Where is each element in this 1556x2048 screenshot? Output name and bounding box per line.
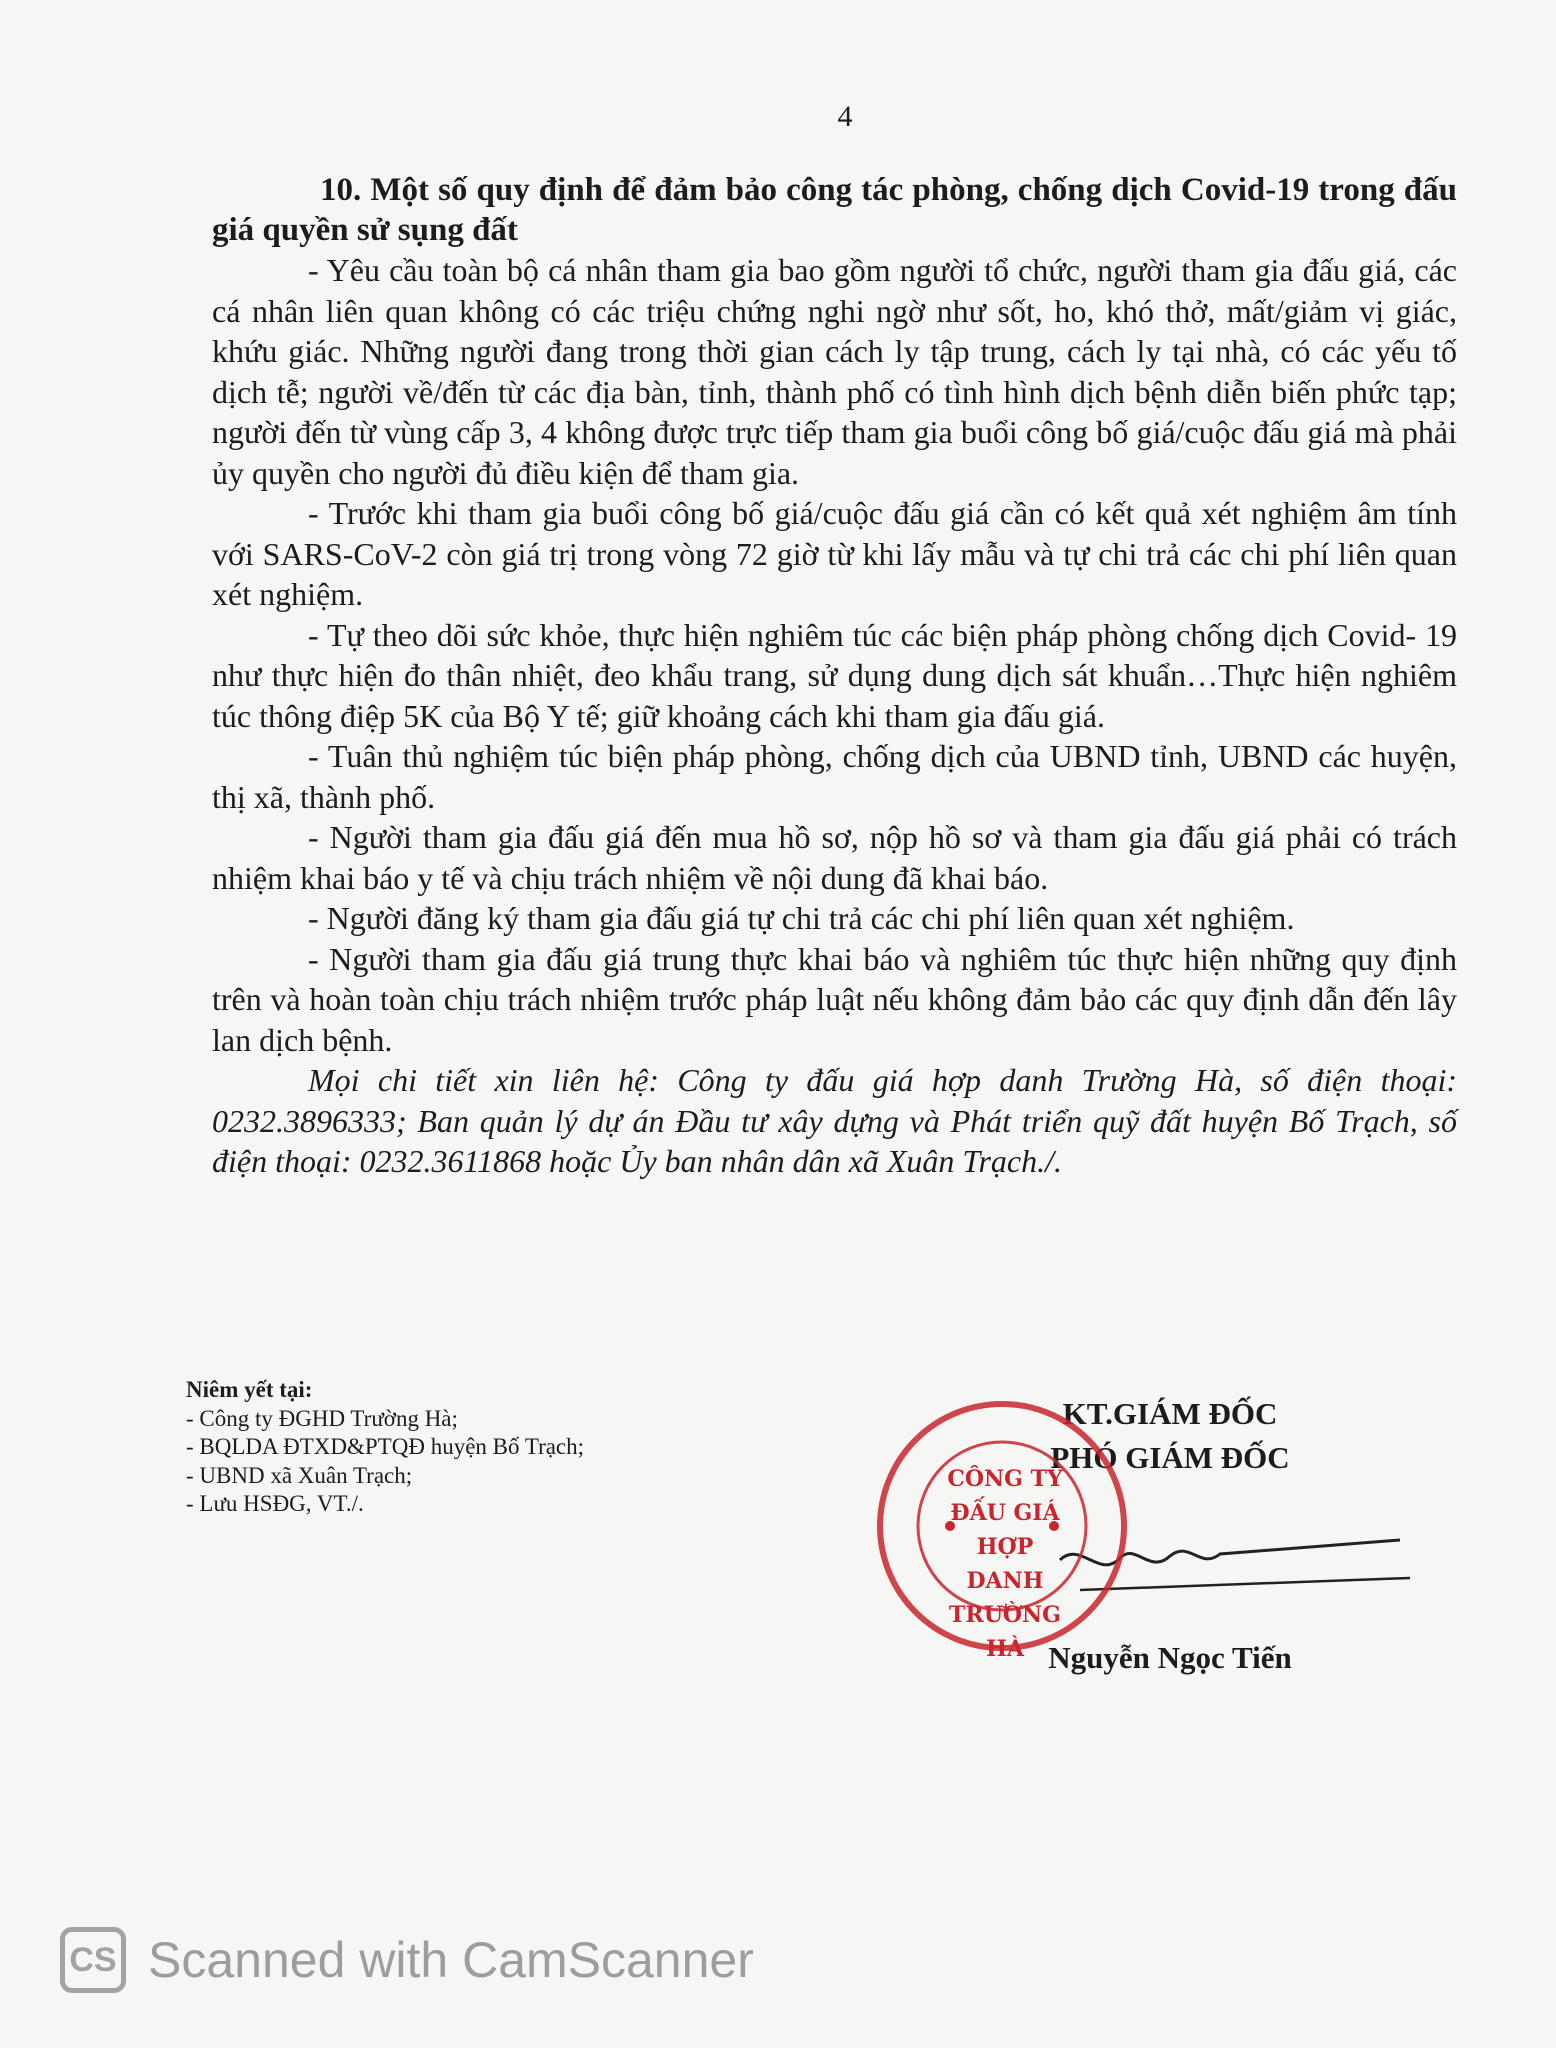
recipients-title: Niêm yết tại: bbox=[186, 1377, 313, 1402]
paragraph: - Trước khi tham gia buổi công bố giá/cuộc đấu giá cần có kết quả xét nghiệm âm tính với SARS-CoV-2 còn giá trị trong vòng 72 giờ từ khi lấy mẫu và tự chi trả các chi phí liên quan xét nghiệm. bbox=[212, 495, 1457, 612]
paragraph: - Tuân thủ nghiệm túc biện pháp phòng, chống dịch của UBND tỉnh, UBND các huyện, thị xã, thành phố. bbox=[212, 738, 1457, 815]
contact-paragraph: Mọi chi tiết xin liên hệ: Công ty đấu giá hợp danh Trường Hà, số điện thoại: 0232.3896333; Ban quản lý dự án Đầu tư xây dựng và Phát triển quỹ đất huyện Bố Trạch, số điện thoại: 0232.3611868 hoặc Ủy ban nhân dân xã Xuân Trạch./. bbox=[212, 1062, 1457, 1179]
signature-title-line2: PHÓ GIÁM ĐỐC bbox=[1050, 1440, 1290, 1475]
recipient-item: - Công ty ĐGHD Trường Hà; bbox=[186, 1405, 458, 1431]
watermark-text: Scanned with CamScanner bbox=[148, 1932, 754, 1988]
section-heading: 10. Một số quy định để đảm bảo công tác phòng, chống dịch Covid-19 trong đấu giá quyền sử sụng đất bbox=[212, 172, 1457, 248]
seal-line: CÔNG TY bbox=[947, 1466, 1063, 1492]
camscanner-watermark bbox=[60, 1925, 754, 1995]
seal-text bbox=[935, 1462, 1075, 1666]
recipients-list bbox=[186, 1376, 786, 1519]
seal-line: TRƯỜNG HÀ bbox=[949, 1602, 1061, 1662]
recipient-item: - BQLDA ĐTXD&PTQĐ huyện Bố Trạch; bbox=[186, 1434, 585, 1459]
signature-title-line1: KT.GIÁM ĐỐC bbox=[1062, 1396, 1278, 1431]
paragraph: - Người tham gia đấu giá trung thực khai báo và nghiêm túc thực hiện những quy định trên và hoàn toàn chịu trách nhiệm trước pháp luật nếu không đảm bảo các quy định dẫn đến lây lan dịch bệnh. bbox=[212, 940, 1457, 1058]
paragraph: - Người đăng ký tham gia đấu giá tự chi trả các chi phí liên quan xét nghiệm. bbox=[308, 900, 1295, 936]
seal-line: ĐẤU GIÁ bbox=[950, 1500, 1060, 1526]
document-body bbox=[212, 170, 1457, 1182]
recipient-item: - Lưu HSĐG, VT./. bbox=[186, 1491, 364, 1516]
signer-name: Nguyễn Ngọc Tiến bbox=[1048, 1640, 1292, 1675]
camscanner-logo-icon: CS bbox=[60, 1927, 126, 1993]
seal-line: HỢP DANH bbox=[966, 1534, 1044, 1594]
paragraph: - Người tham gia đấu giá đến mua hồ sơ, nộp hồ sơ và tham gia đấu giá phải có trách nhiệm khai báo y tế và chịu trách nhiệm về nội dung đã khai báo. bbox=[212, 819, 1457, 896]
paragraph: - Yêu cầu toàn bộ cá nhân tham gia bao gồm người tổ chức, người tham gia đấu giá, các cá nhân liên quan không có các triệu chứng nghi ngờ như sốt, ho, khó thở, mất/giảm vị giác, khứu giác. Những người đang trong thời gian cách ly tập trung, cách ly tại nhà, có các yếu tố dịch tễ; người về/đến từ các địa bàn, tỉnh, thành phố có tình hình dịch bệnh diễn biến phức tạp; người đến từ vùng cấp 3, 4 không được trực tiếp tham gia buổi công bố giá/cuộc đấu giá mà phải ủy quyền cho người đủ điều kiện để tham gia. bbox=[212, 252, 1457, 491]
paragraph: - Tự theo dõi sức khỏe, thực hiện nghiêm túc các biện pháp phòng chống dịch Covid- 19 như thực hiện đo thân nhiệt, đeo khẩu trang, sử dụng dung dịch sát khuẩn…Thực hiện nghiêm túc thông điệp 5K của Bộ Y tế; giữ khoảng cách khi tham gia đấu giá. bbox=[212, 616, 1457, 734]
recipient-item: - UBND xã Xuân Trạch; bbox=[186, 1462, 413, 1488]
page-number: 4 bbox=[837, 100, 853, 133]
